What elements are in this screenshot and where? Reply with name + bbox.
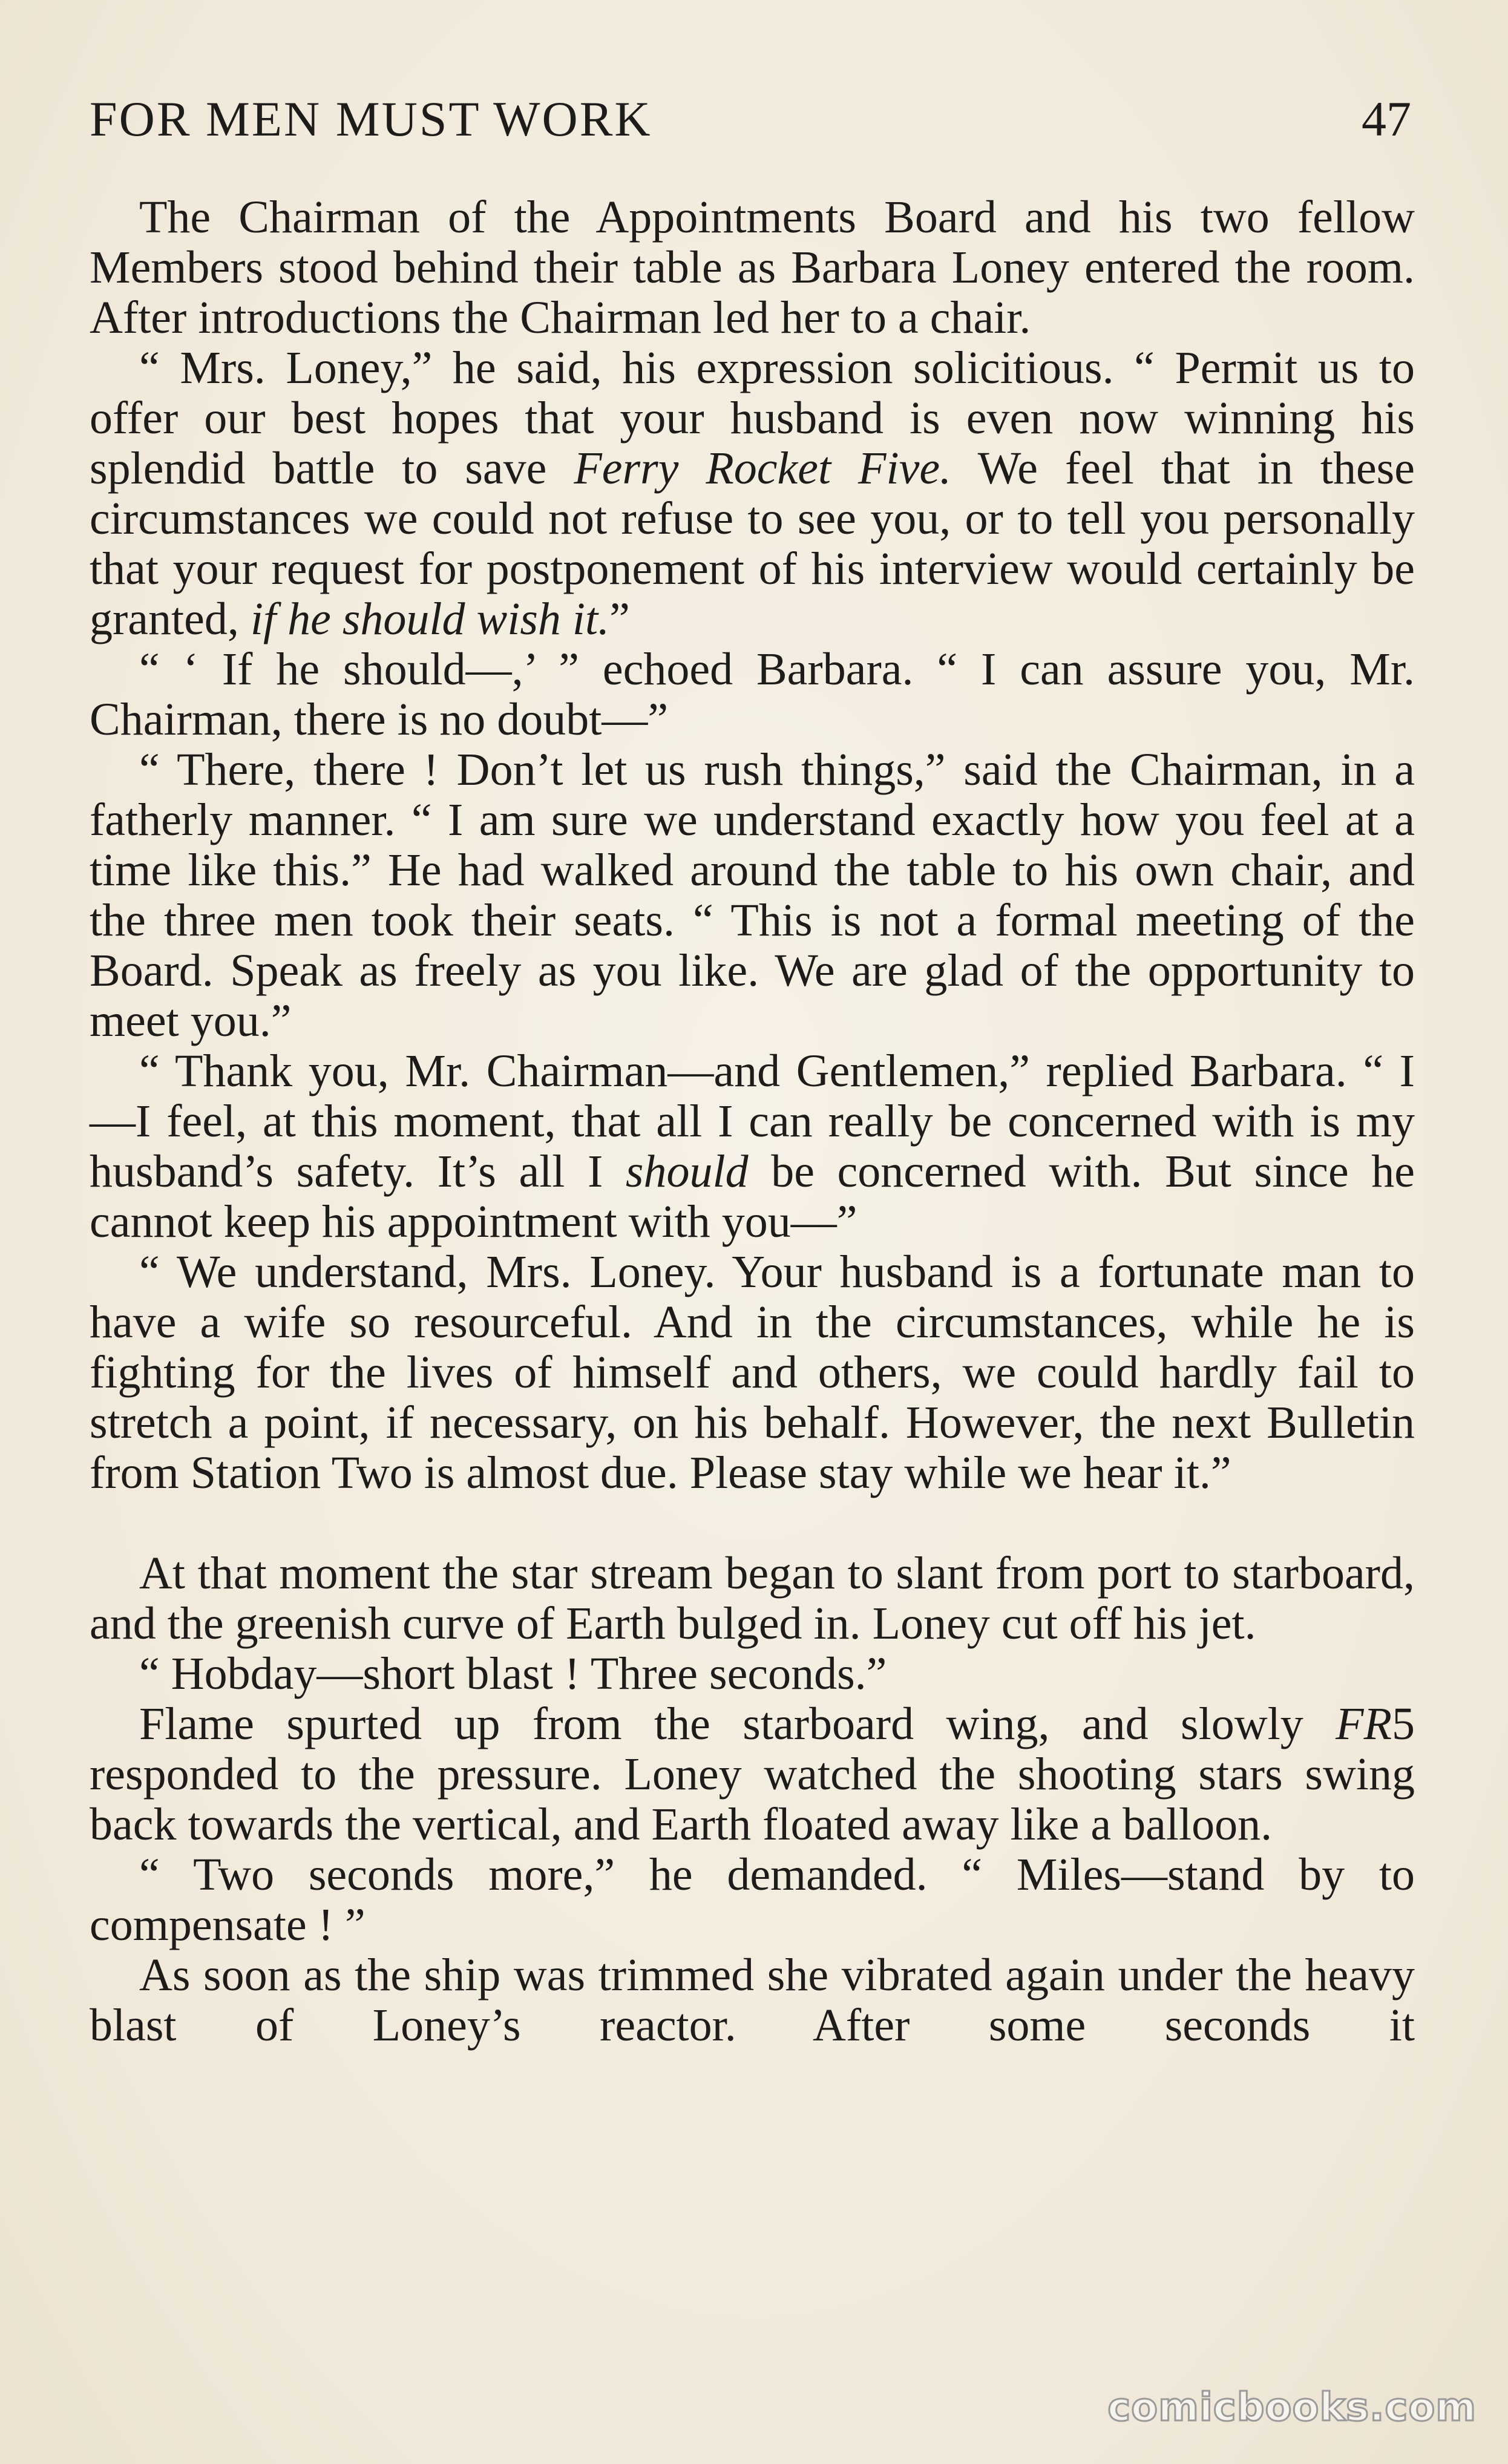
text-run: “ Mrs. Loney,” he said, his expression solicitious. “ Permit us to offer our best hopes that your husband is even now winning his splendid battle to save [90,342,1415,494]
italic-run: FR [1336,1699,1392,1749]
text-run: ” [609,594,630,644]
text-run: “ ‘ If he should—,’ ” echoed Barbara. “ I can assure you, Mr. Chairman, there is no doubt—” [90,644,1415,745]
text-run: 5 responded to the pressure. Loney watched the shooting stars swing back towards the vertical, and Earth floated away like a balloon. [90,1699,1415,1850]
paragraph [90,1046,1415,1247]
section-break [90,1498,1415,1548]
paragraph [90,1950,1415,2051]
text-run: “ Hobday—short blast ! Three seconds.” [139,1648,887,1699]
text-run: Flame spurted up from the starboard wing, and slowly [139,1699,1336,1749]
watermark-logo: comicbooks.com [1107,2385,1477,2430]
text-run: “ There, there ! Don’t let us rush things,” said the Chairman, in a fatherly manner. “ I am sure we understand exactly how you feel at a time like this.” He had walked around the table to his own chair, and the three men took their seats. “ This is not a formal meeting of the Board. Speak as freely as you like. We are glad of the opportunity to meet you.” [90,744,1415,1046]
paragraph [90,1850,1415,1950]
text-run: be concerned with. But since he cannot keep his appointment with you—” [90,1146,1415,1247]
text-run: We feel that in these circumstances we could not refuse to see you, or to tell you personally that your request for postponement of his interview would certainly be granted, [90,443,1415,644]
text-run: “ Two seconds more,” he demanded. “ Miles—stand by to compensate ! ” [90,1849,1415,1950]
paragraph [90,1548,1415,1649]
running-title: FOR MEN MUST WORK [90,91,652,146]
paragraph [90,343,1415,644]
paragraph [90,192,1415,343]
text-run: “ We understand, Mrs. Loney. Your husband is a fortunate man to have a wife so resourceful. And in the circumstances, while he is fighting for the lives of himself and others, we could hardly fail to stretch a point, if necessary, on his behalf. However, the next Bulletin from Station Two is almost due. Please stay while we hear it.” [90,1247,1415,1498]
italic-run: if he should wish it. [250,594,610,644]
text-run: “ Thank you, Mr. Chairman—and Gentlemen,” replied Barbara. “ I—I feel, at this moment, that all I can really be concerned with is my husband’s safety. It’s all I [90,1046,1415,1197]
paragraph [90,1699,1415,1850]
paragraph [90,1649,1415,1699]
body-text [90,192,1415,2051]
paragraph [90,745,1415,1046]
paragraph [90,644,1415,745]
paragraph [90,1247,1415,1498]
running-head [90,91,1411,163]
italic-run: Ferry Rocket Five. [574,443,952,494]
italic-run: should [625,1146,749,1197]
text-run: At that moment the star stream began to slant from port to starboard, and the greenish curve of Earth bulged in. Loney cut off his jet. [90,1548,1415,1649]
text-run: As soon as the ship was trimmed she vibrated again under the heavy blast of Loney’s reactor. After some seconds it [90,1950,1415,2051]
text-run: The Chairman of the Appointments Board and his two fellow Members stood behind their table as Barbara Loney entered the room. After introductions the Chairman led her to a chair. [90,192,1415,343]
page-number: 47 [1362,91,1411,146]
